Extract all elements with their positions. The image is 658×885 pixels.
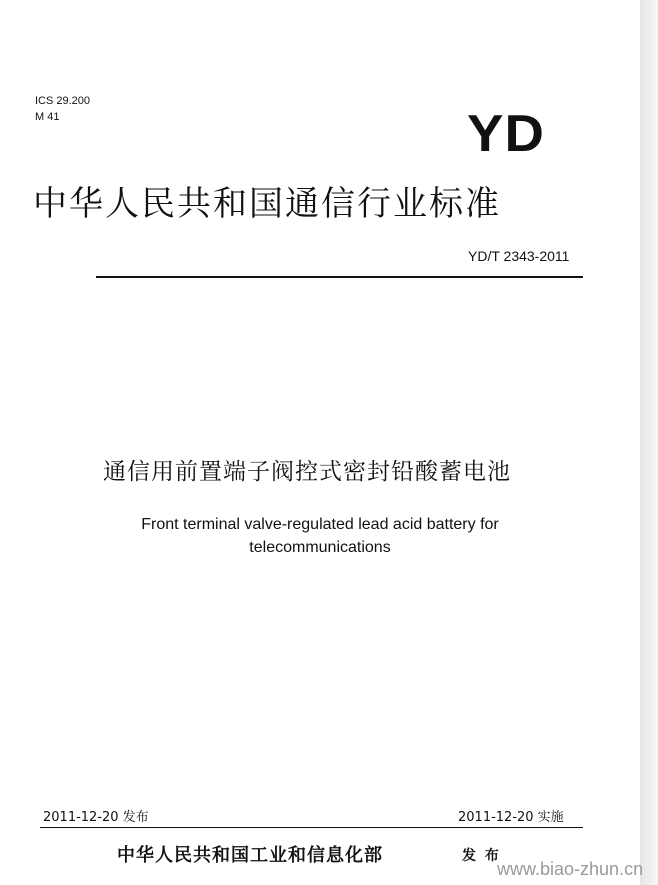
- issuer-name: 中华人民共和国工业和信息化部: [117, 845, 383, 866]
- page-edge-shadow: [640, 0, 658, 885]
- chinese-title: 通信用前置端子阀控式密封铅酸蓄电池: [103, 459, 511, 485]
- publish-date: 2011-12-20 发布: [43, 810, 149, 825]
- header-divider: [96, 276, 583, 278]
- standard-code: YD/T 2343-2011: [468, 248, 570, 264]
- ics-code: ICS 29.200: [35, 95, 91, 107]
- effective-date: 2011-12-20 实施: [458, 810, 564, 825]
- standard-title: 中华人民共和国通信行业标准: [33, 184, 501, 224]
- watermark: www.biao-zhun.cn: [497, 859, 644, 879]
- yd-logo: YD: [467, 105, 545, 163]
- english-title-line1: Front terminal valve-regulated lead acid battery for: [141, 516, 499, 533]
- english-title: [0, 513, 640, 559]
- issue-label: 发 布: [462, 848, 501, 864]
- footer-divider: [40, 827, 583, 828]
- classification-code: M 41: [35, 111, 60, 123]
- english-title-line2: telecommunications: [249, 539, 391, 556]
